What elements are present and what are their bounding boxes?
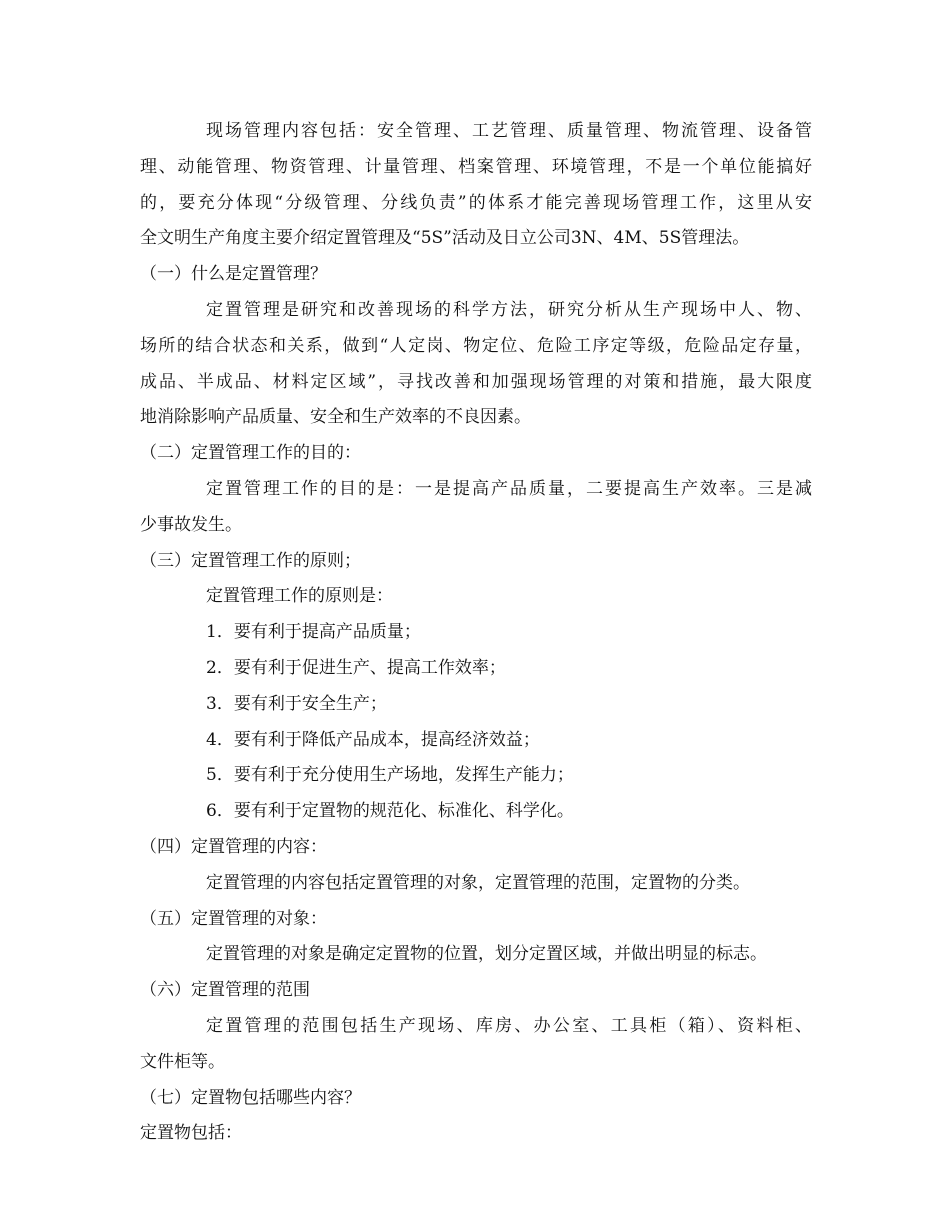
paragraph-line: 文件柜等。 (140, 1051, 225, 1072)
section-heading: （一）什么是定置管理？ (140, 264, 327, 285)
paragraph-line: 定置管理的对象是确定定置物的位置，划分定置区域，并做出明显的标志。 (206, 944, 767, 965)
paragraph-line: 定置管理的内容包括定置管理的对象，定置管理的范围，定置物的分类。 (206, 872, 750, 893)
paragraph-line: 定置管理是研究和改善现场的科学方法，研究分析从生产现场中人、物、 (206, 299, 812, 320)
list-item: 6．要有利于定置物的规范化、标准化、科学化。 (206, 801, 574, 822)
paragraph-line: 全文明生产角度主要介绍定置管理及“5S”活动及日立公司3N、4M、5S管理法。 (140, 228, 750, 249)
paragraph-line: 少事故发生。 (140, 514, 242, 535)
section-heading: （五）定置管理的对象： (140, 908, 327, 929)
document-body (140, 114, 812, 1152)
paragraph-line: 地消除影响产品质量、安全和生产效率的不良因素。 (140, 407, 531, 428)
section-heading: （七）定置物包括哪些内容？ (140, 1087, 361, 1108)
paragraph-line: 成品、半成品、材料定区域”，寻找改善和加强现场管理的对策和措施，最大限度 (140, 371, 812, 392)
paragraph-line: 理、动能管理、物资管理、计量管理、档案管理、环境管理，不是一个单位能搞好 (140, 156, 812, 177)
paragraph-line: 场所的结合状态和关系，做到“人定岗、物定位、危险工序定等级，危险品定存量， (140, 335, 812, 356)
list-item: 5．要有利于充分使用生产场地，发挥生产能力； (206, 765, 574, 786)
paragraph-line: 现场管理内容包括：安全管理、工艺管理、质量管理、物流管理、设备管 (206, 121, 812, 141)
paragraph-line: 的，要充分体现“分级管理、分线负责”的体系才能完善现场管理工作，这里从安 (140, 192, 812, 213)
paragraph-line: 定置管理工作的目的是：一是提高产品质量，二要提高生产效率。三是减 (206, 478, 812, 499)
section-heading: （二）定置管理工作的目的： (140, 443, 361, 464)
list-intro: 定置管理工作的原则是： (206, 586, 393, 607)
list-item: 3．要有利于安全生产； (206, 693, 387, 714)
list-item: 4．要有利于降低产品成本，提高经济效益； (206, 729, 540, 750)
paragraph-line: 定置管理的范围包括生产现场、库房、办公室、工具柜（箱）、资料柜、 (206, 1015, 812, 1036)
section-heading: （三）定置管理工作的原则； (140, 550, 361, 571)
list-item: 1．要有利于提高产品质量； (206, 622, 421, 643)
list-item: 2．要有利于促进生产、提高工作效率； (206, 657, 506, 678)
paragraph-line: 定置物包括： (140, 1123, 242, 1144)
section-heading: （六）定置管理的范围 (140, 980, 310, 1001)
section-heading: （四）定置管理的内容： (140, 836, 327, 857)
